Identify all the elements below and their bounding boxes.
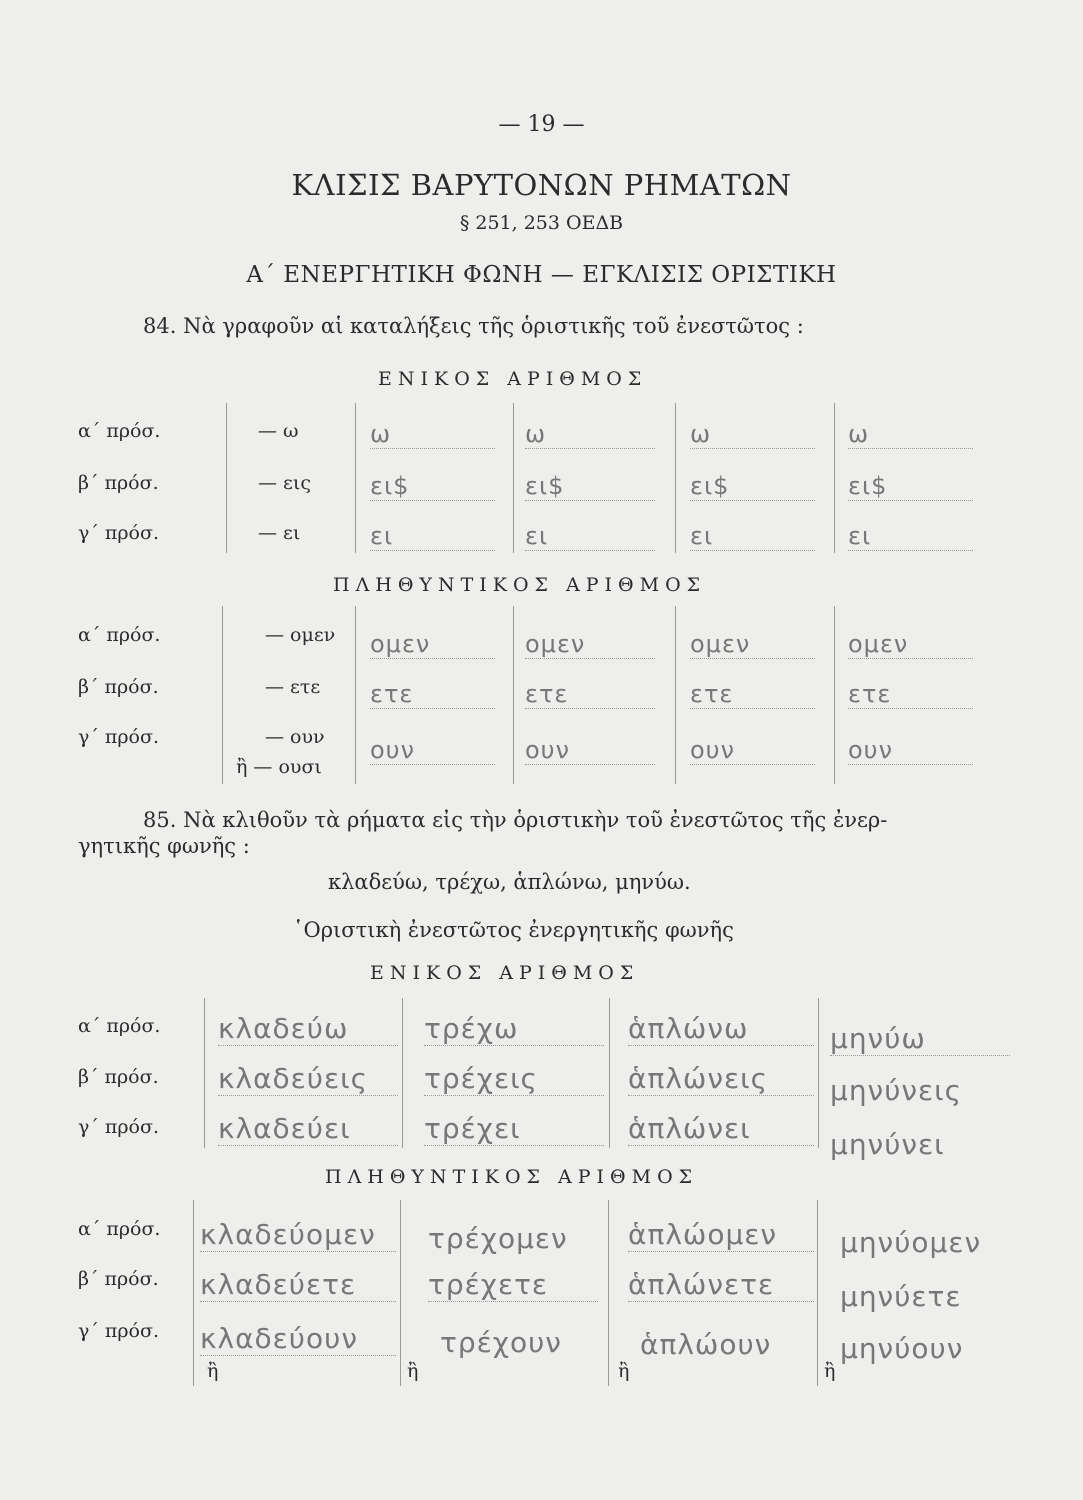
handwritten-answer: ἁπλώουν	[640, 1328, 772, 1361]
column-divider	[513, 403, 514, 553]
handwritten-answer: κλαδεύουν	[200, 1322, 396, 1356]
column-divider	[513, 606, 514, 784]
section-reference: § 251, 253 ΟΕΔΒ	[459, 212, 624, 234]
handwritten-answer: ουν	[848, 736, 973, 765]
handwritten-answer: ἁπλώνεις	[628, 1062, 814, 1096]
handwritten-answer: ετε	[525, 680, 655, 709]
handwritten-answer: ομεν	[370, 630, 495, 659]
exercise-84-instruction: 84. Νὰ γραφοῦν αἱ καταλήξεις τῆς ὁριστικῆς τοῦ ἐνεστῶτος :	[143, 314, 804, 338]
person-label: γ΄ πρόσ.	[78, 522, 160, 544]
handwritten-answer: κλαδεύω	[218, 1012, 398, 1046]
ex84-plural-heading: ΠΛΗΘΥΝΤΙΚΟΣ ΑΡΙΘΜΟΣ	[333, 574, 707, 596]
handwritten-answer: ἁπλώομεν	[628, 1218, 814, 1252]
handwritten-answer: κλαδεύετε	[200, 1268, 396, 1302]
handwritten-answer: ει$	[690, 472, 815, 501]
alt-marker: ἢ	[207, 1360, 219, 1382]
ending: — ομεν	[265, 624, 336, 646]
handwritten-answer: ω	[370, 420, 495, 449]
column-divider	[355, 606, 356, 784]
handwritten-answer: ἁπλώνω	[628, 1012, 814, 1046]
handwritten-answer: ω	[690, 420, 815, 449]
handwritten-answer: ουν	[370, 736, 495, 765]
exercise-85-instruction: 85. Νὰ κλιθοῦν τὰ ρήματα εἰς τὴν ὁριστικὴν τοῦ ἐνεστῶτος τῆς ἐνερ-	[143, 808, 888, 832]
column-divider	[834, 606, 835, 784]
person-label: β΄ πρόσ.	[78, 1268, 159, 1290]
person-label: α΄ πρόσ.	[78, 420, 161, 442]
handwritten-answer: τρέχεις	[424, 1062, 604, 1096]
column-divider	[204, 998, 205, 1148]
handwritten-answer: τρέχει	[424, 1112, 604, 1146]
person-label: β΄ πρόσ.	[78, 1066, 159, 1088]
handwritten-answer: τρέχω	[424, 1012, 604, 1046]
handwritten-answer: ομεν	[690, 630, 815, 659]
handwritten-answer: ἁπλώνει	[628, 1112, 814, 1146]
column-divider	[608, 1200, 609, 1386]
handwritten-answer: ετε	[690, 680, 815, 709]
handwritten-answer: ει$	[848, 472, 973, 501]
exercise-85-instruction-cont: γητικῆς φωνῆς :	[78, 834, 250, 858]
ending: — ω	[258, 420, 299, 442]
person-label: α΄ πρόσ.	[78, 1015, 161, 1037]
ending: — ουν	[265, 726, 325, 748]
handwritten-answer: ομεν	[525, 630, 655, 659]
handwritten-answer: μηνύνεις	[830, 1074, 963, 1107]
handwritten-answer: κλαδεύει	[218, 1112, 398, 1146]
column-divider	[226, 403, 227, 553]
handwritten-answer: ομεν	[848, 630, 973, 659]
handwritten-answer: ει	[370, 522, 495, 551]
person-label: β΄ πρόσ.	[78, 472, 159, 494]
alt-marker: ἢ	[407, 1360, 419, 1382]
page-subtitle: Α΄ ΕΝΕΡΓΗΤΙΚΗ ΦΩΝΗ — ΕΓΚΛΙΣΙΣ ΟΡΙΣΤΙΚΗ	[246, 262, 837, 288]
alt-marker: ἢ	[618, 1360, 630, 1382]
handwritten-answer: ω	[848, 420, 973, 449]
handwritten-answer: ει	[848, 522, 973, 551]
handwritten-answer: ουν	[690, 736, 815, 765]
ending: — ει	[258, 522, 301, 544]
handwritten-answer: ει	[690, 522, 815, 551]
ending: — εις	[258, 472, 311, 494]
handwritten-answer: τρέχετε	[428, 1268, 598, 1302]
ending: ἢ — ουσι	[236, 756, 322, 778]
handwritten-answer: ετε	[848, 680, 973, 709]
page-number: — 19 —	[498, 112, 585, 137]
column-divider	[400, 1200, 401, 1386]
column-divider	[609, 998, 610, 1148]
page-title: ΚΛΙΣΙΣ ΒΑΡΥΤΟΝΩΝ ΡΗΜΑΤΩΝ	[291, 168, 792, 202]
person-label: γ΄ πρόσ.	[78, 1320, 160, 1342]
ending: — ετε	[265, 676, 321, 698]
ex85-singular-heading: ΕΝΙΚΟΣ ΑΡΙΘΜΟΣ	[370, 962, 640, 984]
column-divider	[818, 998, 819, 1148]
column-divider	[355, 403, 356, 553]
person-label: γ΄ πρόσ.	[78, 726, 160, 748]
handwritten-answer: κλαδεύομεν	[200, 1218, 396, 1252]
table-title: ῾Οριστικὴ ἐνεστῶτος ἐνεργητικῆς φωνῆς	[293, 918, 734, 942]
handwritten-answer: ἁπλώνετε	[628, 1268, 814, 1302]
column-divider	[675, 403, 676, 553]
handwritten-answer: ει$	[370, 472, 495, 501]
handwritten-answer: μηνύομεν	[840, 1226, 982, 1259]
column-divider	[193, 1200, 194, 1386]
handwritten-answer: κλαδεύεις	[218, 1062, 398, 1096]
person-label: α΄ πρόσ.	[78, 1218, 161, 1240]
handwritten-answer: τρέχομεν	[428, 1222, 568, 1255]
handwritten-answer: μηνύω	[830, 1022, 1010, 1056]
column-divider	[834, 403, 835, 553]
column-divider	[817, 1200, 818, 1386]
column-divider	[402, 998, 403, 1148]
verb-list: κλαδεύω, τρέχω, ἁπλώνω, μηνύω.	[328, 870, 691, 894]
handwritten-answer: μηνύνει	[830, 1128, 945, 1161]
handwritten-answer: ετε	[370, 680, 495, 709]
ex85-plural-heading: ΠΛΗΘΥΝΤΙΚΟΣ ΑΡΙΘΜΟΣ	[325, 1166, 699, 1188]
handwritten-answer: ει	[525, 522, 655, 551]
ex84-singular-heading: ΕΝΙΚΟΣ ΑΡΙΘΜΟΣ	[378, 368, 648, 390]
handwritten-answer: μηνύουν	[840, 1332, 964, 1365]
person-label: γ΄ πρόσ.	[78, 1116, 160, 1138]
person-label: β΄ πρόσ.	[78, 676, 159, 698]
person-label: α΄ πρόσ.	[78, 624, 161, 646]
handwritten-answer: μηνύετε	[840, 1280, 962, 1313]
handwritten-answer: τρέχουν	[440, 1326, 562, 1359]
handwritten-answer: ουν	[525, 736, 655, 765]
handwritten-answer: ει$	[525, 472, 655, 501]
column-divider	[222, 606, 223, 784]
alt-marker: ἢ	[824, 1360, 836, 1382]
handwritten-answer: ω	[525, 420, 655, 449]
column-divider	[675, 606, 676, 784]
